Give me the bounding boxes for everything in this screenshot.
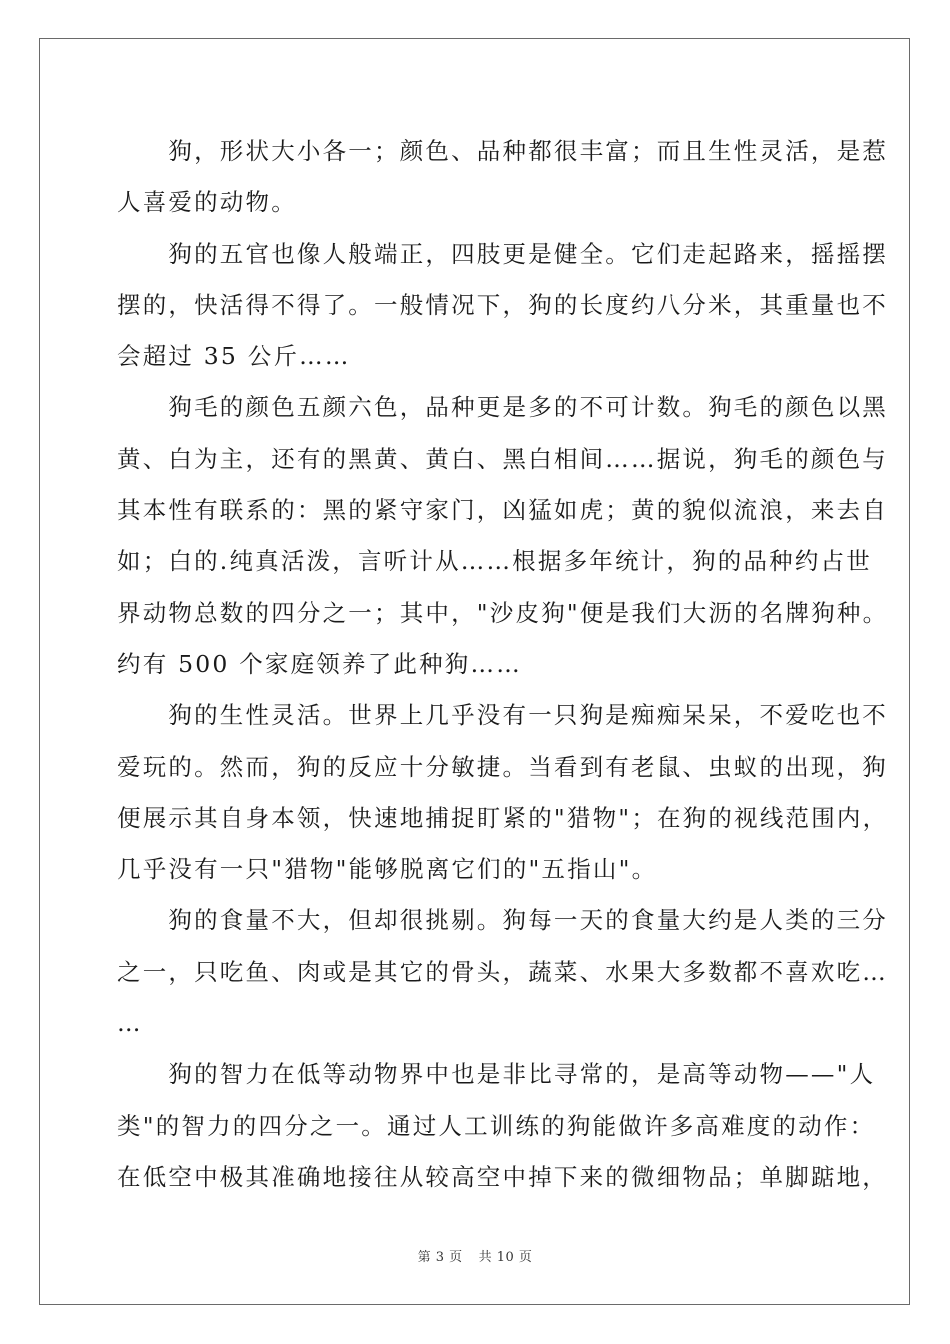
text-line: 界动物总数的四分之一；其中，"沙皮狗"便是我们大沥的名牌狗种。 — [117, 598, 889, 627]
text-line: 其本性有联系的：黑的紧守家门，凶猛如虎；黄的貌似流浪，来去自 — [117, 496, 888, 525]
text-line: 狗的食量不大，但却很挑剔。狗每一天的食量大约是人类的三分 — [117, 906, 888, 935]
text-line: 之一，只吃鱼、肉或是其它的骨头，蔬菜、水果大多数都不喜欢吃… — [117, 957, 888, 986]
text-line: 爱玩的。然而，狗的反应十分敏捷。当看到有老鼠、虫蚁的出现，狗 — [117, 752, 888, 781]
text-line: 约有 500 个家庭领养了此种狗…… — [117, 649, 522, 678]
text-line: 黄、白为主，还有的黑黄、黄白、黑白相间……据说，狗毛的颜色与 — [117, 444, 888, 473]
text-line: 便展示其自身本领，快速地捕捉盯紧的"猎物"；在狗的视线范围内， — [117, 803, 889, 832]
text-line: 狗的智力在低等动物界中也是非比寻常的，是高等动物——"人 — [117, 1060, 876, 1089]
text-line: 会超过 35 公斤…… — [117, 342, 351, 371]
text-line: … — [117, 1009, 143, 1038]
page-number-current: 第 3 页 — [417, 1250, 463, 1265]
text-line: 如；白的.纯真活泼，言听计从……根据多年统计，狗的品种约占世 — [117, 547, 872, 576]
text-line: 类"的智力的四分之一。通过人工训练的狗能做许多高难度的动作： — [117, 1111, 876, 1140]
page-footer — [0, 1246, 950, 1265]
text-line: 摆的，快活得不得了。一般情况下，狗的长度约八分米，其重量也不 — [117, 290, 888, 319]
article-body — [117, 126, 889, 1203]
text-line: 人喜爱的动物。 — [117, 188, 297, 217]
text-line: 几乎没有一只"猎物"能够脱离它们的"五指山"。 — [117, 855, 658, 884]
page-number-total: 共 10 页 — [478, 1250, 533, 1265]
text-line: 狗，形状大小各一；颜色、品种都很丰富；而且生性灵活，是惹 — [117, 137, 888, 165]
text-line: 狗的五官也像人般端正，四肢更是健全。它们走起路来，摇摇摆 — [117, 239, 888, 268]
text-line: 狗的生性灵活。世界上几乎没有一只狗是痴痴呆呆，不爱吃也不 — [117, 701, 888, 730]
text-line: 狗毛的颜色五颜六色，品种更是多的不可计数。狗毛的颜色以黑 — [117, 393, 888, 422]
text-line: 在低空中极其准确地接往从较高空中掉下来的微细物品；单脚踮地， — [117, 1162, 888, 1191]
